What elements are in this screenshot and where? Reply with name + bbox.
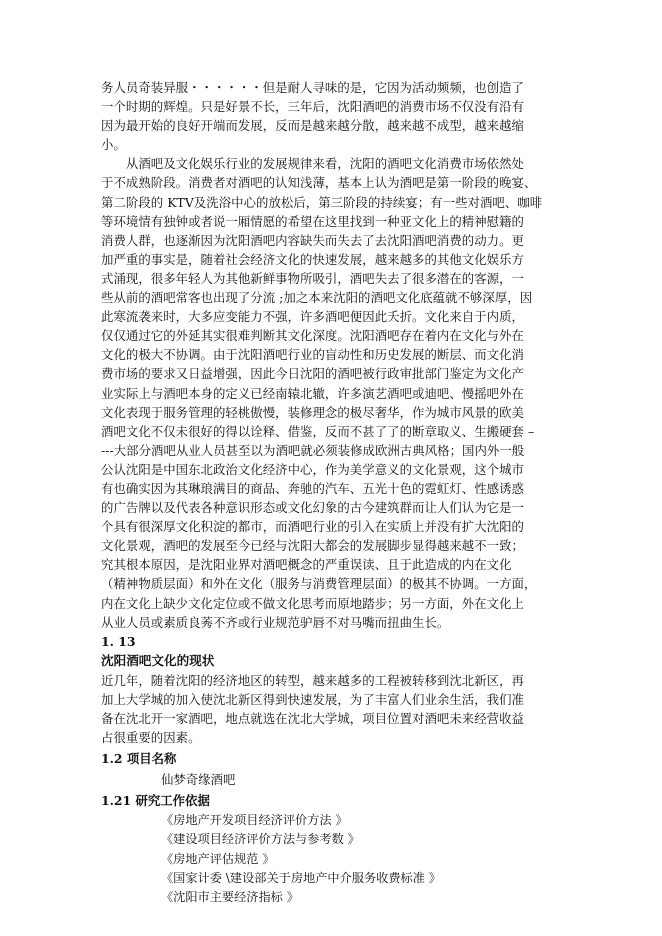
text-line: 务人员奇装异服・・・・・・但是耐人寻味的是，它因为活动频频，也创造了 xyxy=(101,80,524,95)
body-text-section-2 xyxy=(101,671,561,747)
body-text-section-1 xyxy=(101,78,561,632)
section-heading-research-basis: 1.21 研究工作依据 xyxy=(101,793,210,809)
reference-item: 《房地产评估规范 》 xyxy=(161,851,275,866)
reference-item: 《房地产开发项目经济评价方法 》 xyxy=(161,813,348,828)
section-number: 1. 13 xyxy=(101,633,136,649)
text-line: 文化表现于服务管理的轻桃傲慢，装修理念的极尽奢华，作为城市风景的欧美 xyxy=(101,404,524,420)
reference-item: 《国家计委 \建设部关于房地产中介服务收费标准 》 xyxy=(161,870,441,885)
text-line: 于不成熟阶段。消费者对酒吧的认知浅薄，基本上认为酒吧是第一阶段的晚宴、 xyxy=(101,175,537,191)
text-line: 究其根本原因，是沈阳业界对酒吧概念的严重误读、且于此造成的内在文化 xyxy=(101,557,512,573)
text-line: 等环境情有独钟或者说一厢情愿的希望在这里找到一种亚文化上的精神慰籍的 xyxy=(101,213,524,229)
text-line: 文化景观，酒吧的发展至今已经与沈阳大都会的发展脚步显得越来越不一致； xyxy=(101,538,524,554)
section-title: 沈阳酒吧文化的现状 xyxy=(101,652,215,668)
reference-item: 《沈阳市主要经济指标 》 xyxy=(161,889,299,904)
text-line: 公认沈阳是中国东北政治文化经济中心，作为美学意义的文化景观，这个城市 xyxy=(101,461,524,477)
text-line: （精神物质层面）和外在文化（服务与消费管理层面）的极其不协调。一方面， xyxy=(101,576,537,592)
text-line: 因为最开始的良好开端而发展，反而是越来越分散，越来越不成型，越来越缩 xyxy=(101,118,524,134)
document-page xyxy=(101,78,561,907)
text-line: 近几年，随着沈阳的经济地区的转型，越来越多的工程被转移到沈北新区，再 xyxy=(101,672,524,688)
text-line: 从业人员或素质良莠不齐或行业规范驴唇不对马嘴而扭曲生长。 xyxy=(101,614,450,630)
text-line: 加上大学城的加入使沈北新区得到快速发展，为了丰富人们业余生活，我们准 xyxy=(101,691,524,707)
text-line: 仅仅通过它的外延其实很难判断其文化深度。沈阳酒吧存在着内在文化与外在 xyxy=(101,328,524,344)
text-line: 第二阶段的 KTV及洗浴中心的放松后，第三阶段的持续宴；有一些对酒吧、咖啡 xyxy=(101,194,543,210)
text-line: ---大部分酒吧从业人员甚至以为酒吧就必须装修成欧洲古典风格；国内外一般 xyxy=(101,442,525,458)
text-line: 从酒吧及文化娱乐行业的发展规律来看，沈阳的酒吧文化消费市场依然处 xyxy=(101,156,524,172)
text-line: 消费人群，也逐渐因为沈阳酒吧内容缺失而失去了去沈阳酒吧消费的动力。更 xyxy=(101,232,524,248)
text-line: 业实际上与酒吧本身的定义已经南辕北辙，许多演艺酒吧或迪吧、慢摇吧外在 xyxy=(101,385,524,401)
project-name: 仙梦奇缘酒吧 xyxy=(161,772,236,788)
text-line: 加严重的事实是，随着社会经济文化的快速发展，越来越多的其他文化娱乐方 xyxy=(101,251,524,267)
text-line: 占很重要的因素。 xyxy=(101,730,201,745)
section-heading-project-name: 1.2 项目名称 xyxy=(101,751,177,767)
reference-item: 《建设项目经济评价方法与参考数 》 xyxy=(161,832,360,847)
text-line: 一个时期的辉煌。只是好景不长，三年后，沈阳酒吧的消费市场不仅没有沿有 xyxy=(101,99,524,115)
reference-list xyxy=(161,811,561,907)
text-line: 的广告牌以及代表各种意识形态或文化幻象的古今建筑群而让人们认为它是一 xyxy=(101,500,524,516)
text-line: 酒吧文化不仅未很好的得以诠释、借鉴，反而不甚了了的断章取义、生搬硬套 – xyxy=(101,423,535,439)
text-line: 费市场的要求又日益增强，因此今日沈阳的酒吧被行政审批部门鉴定为文化产 xyxy=(101,366,524,382)
text-line: 个具有很深厚文化积淀的都市，而酒吧行业的引入在实质上并没有扩大沈阳的 xyxy=(101,519,524,535)
text-line: 式涌现，很多年轻人为其他新鲜事物所吸引，酒吧失去了很多潜在的客源，一 xyxy=(101,270,524,286)
text-line: 备在沈北开一家酒吧，地点就选在沈北大学城，项目位置对酒吧未来经营收益 xyxy=(101,710,524,726)
text-line: 些从前的酒吧常客也出现了分流 ;加之本来沈阳的酒吧文化底蕴就不够深厚，因 xyxy=(101,290,533,306)
text-line: 小。 xyxy=(101,137,126,153)
text-line: 有也确实因为其琳琅满目的商品、奔驰的汽车、五光十色的霓虹灯、性感诱惑 xyxy=(101,480,524,496)
text-line: 此寒流袭来时，大多应变能力不强，许多酒吧便因此夭折。文化来自于内质， xyxy=(101,309,524,325)
text-line: 文化的极大不协调。由于沈阳酒吧行业的盲动性和历史发展的断层、而文化消 xyxy=(101,347,524,363)
text-line: 内在文化上缺少文化定位或不做文化思考而原地踏步；另一方面，外在文化上 xyxy=(101,595,524,611)
